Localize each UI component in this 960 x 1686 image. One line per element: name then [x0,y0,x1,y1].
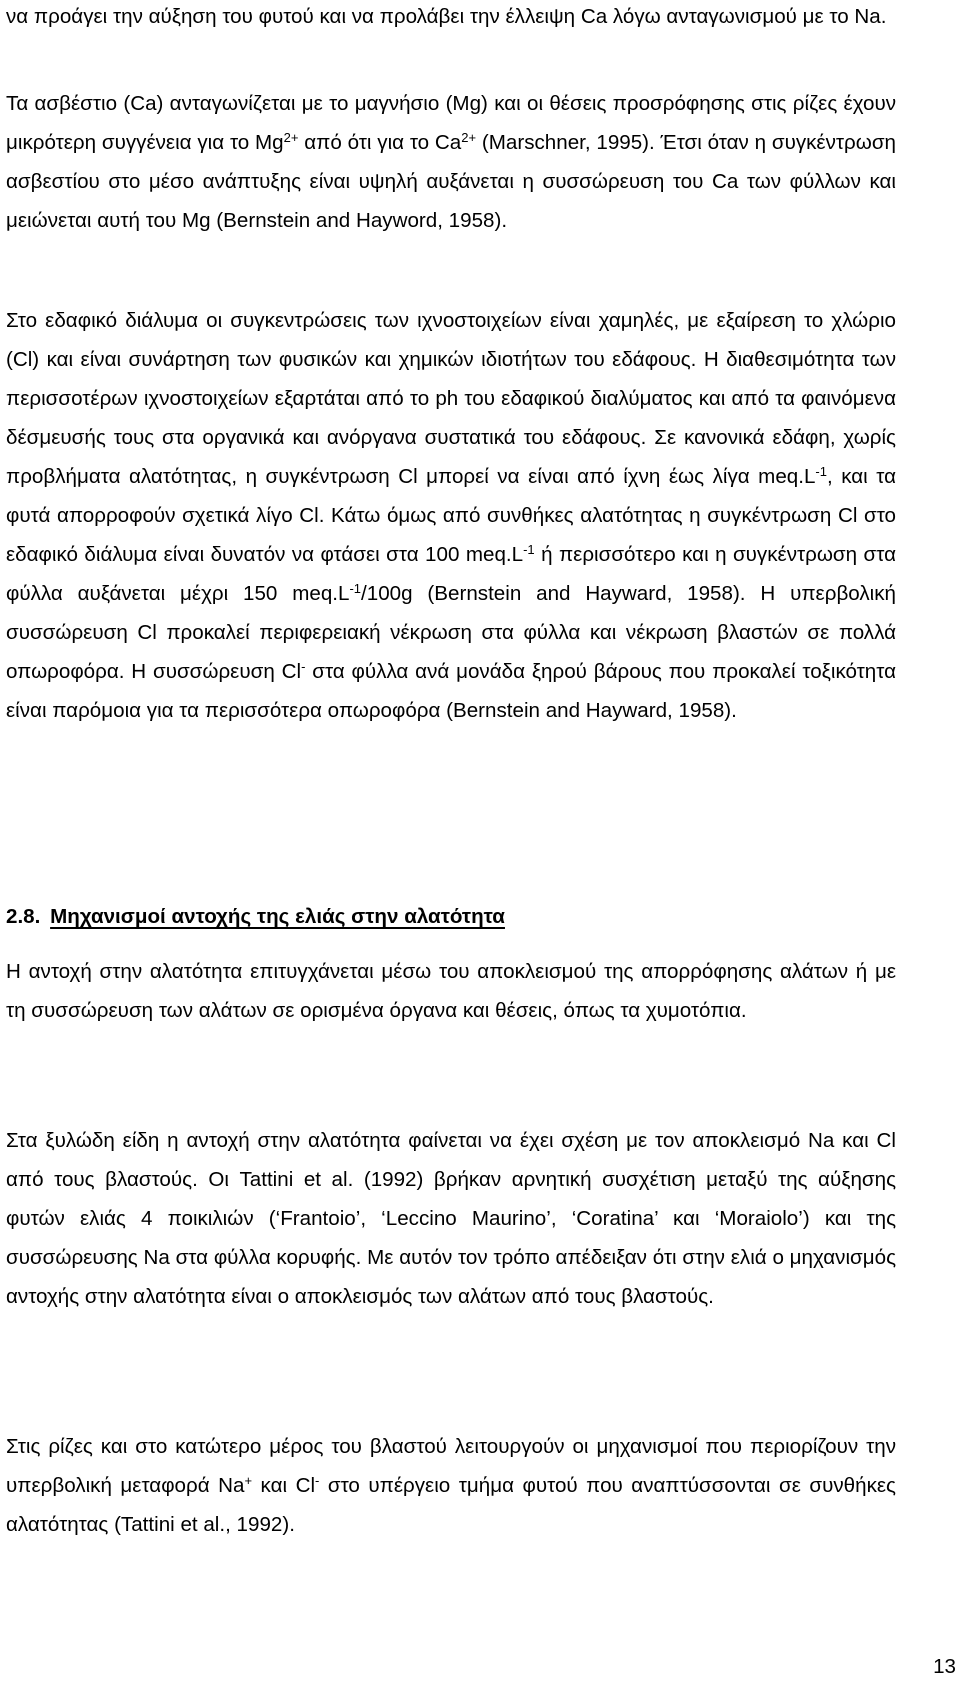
paragraph-continued: να προάγει την αύξηση του φυτού και να προλάβει την έλλειψη Ca λόγω ανταγωνισμού με το Na. [6,5,887,28]
section-title: Μηχανισμοί αντοχής της ελιάς στην αλατότητα [50,905,505,928]
paragraph-woody-species: Στα ξυλώδη είδη η αντοχή στην αλατότητα φαίνεται να έχει σχέση με τον αποκλεισμό Na και Cl από τους βλαστούς. Οι Tattini et al. (1992) βρήκαν αρνητική συσχέτιση μεταξύ της αύξησης φυτών ελιάς 4 ποικιλιών (‘Frantoio’, ‘Leccino Maurino’, ‘Coratina’ και ‘Moraiolo’) και της συσσώρευσης Na στα φύλλα κορυφής. Με αυτόν τον τρόπο απέδειξαν ότι στην ελιά ο μηχανισμός αντοχής στην αλατότητα είναι ο αποκλεισμός των αλάτων από τους βλαστούς. [6,1129,896,1308]
paragraph-calcium-magnesium: Τα ασβέστιο (Ca) ανταγωνίζεται με το μαγνήσιο (Mg) και οι θέσεις προσρόφησης στις ρίζες έχουν μικρότερη συγγένεια για το $Mg^{2+}$ από ότι για το $Ca^{2+}$ (Marschner, 1995). Έτσι όταν η συγκέντρωση ασβεστίου στο μέσο ανάπτυξης είναι υψηλή αυξάνεται η συσσώρευση του Ca των φύλλων και μειώνεται αυτή του Mg (Bernstein and Hayword, 1958). [6,92,896,232]
paragraph-roots-mechanisms: Στις ρίζες και στο κατώτερο μέρος του βλαστού λειτουργούν οι μηχανισμοί που περιορίζουν την υπερβολική μεταφορά Na+ και Cl- στο υπέργειο τμήμα φυτού που αναπτύσσονται σε συνθήκες αλατότητας (Tattini et al., 1992). [6,1435,896,1536]
paragraph-salt-tolerance: Η αντοχή στην αλατότητα επιτυγχάνεται μέσω του αποκλεισμού της απορρόφησης αλάτων ή με τη συσσώρευση των αλάτων σε ορισμένα όργανα και θέσεις, όπως τα χυμοτόπια. [6,960,896,1022]
paragraph-chloride: Στο εδαφικό διάλυμα οι συγκεντρώσεις των ιχνοστοιχείων είναι χαμηλές, με εξαίρεση το χλώριο (Cl) και είναι συνάρτηση των φυσικών και χημικών ιδιοτήτων του εδάφους. Η διαθεσιμότητα των περισσοτέρων ιχνοστοιχείων εξαρτάται από το ph του εδαφικού διαλύματος και από τα φαινόμενα δέσμευσής τους στα οργανικά και ανόργανα συστατικά του εδάφους. Σε κανονικά εδάφη, χωρίς προβλήματα αλατότητας, η συγκέντρωση Cl μπορεί να είναι από ίχνη έως λίγα $meq.L^{-1}$, και τα φυτά απορροφούν σχετικά λίγο Cl. Κάτω όμως από συνθήκες αλατότητας η συγκέντρωση Cl στο εδαφικό διάλυμα είναι δυνατόν να φτάσει στα 100 $meq.L^{-1}$ ή περισσότερο και η συγκέντρωση στα φύλλα αυξάνεται μέχρι 150 $meq.L^{-1}/100g$ (Bernstein and Hayward, 1958). Η υπερβολική συσσώρευση Cl προκαλεί περιφερειακή νέκρωση στα φύλλα και νέκρωση βλαστών σε πολλά οπωροφόρα. Η συσσώρευση Cl- στα φύλλα ανά μονάδα ξηρού βάρους που προκαλεί τοξικότητα είναι παρόμοια για τα περισσότερα οπωροφόρα (Bernstein and Hayward, 1958). [6,309,896,722]
section-number: 2.8. [6,905,41,928]
page-number: 13 [933,1655,956,1678]
section-heading [6,902,505,932]
